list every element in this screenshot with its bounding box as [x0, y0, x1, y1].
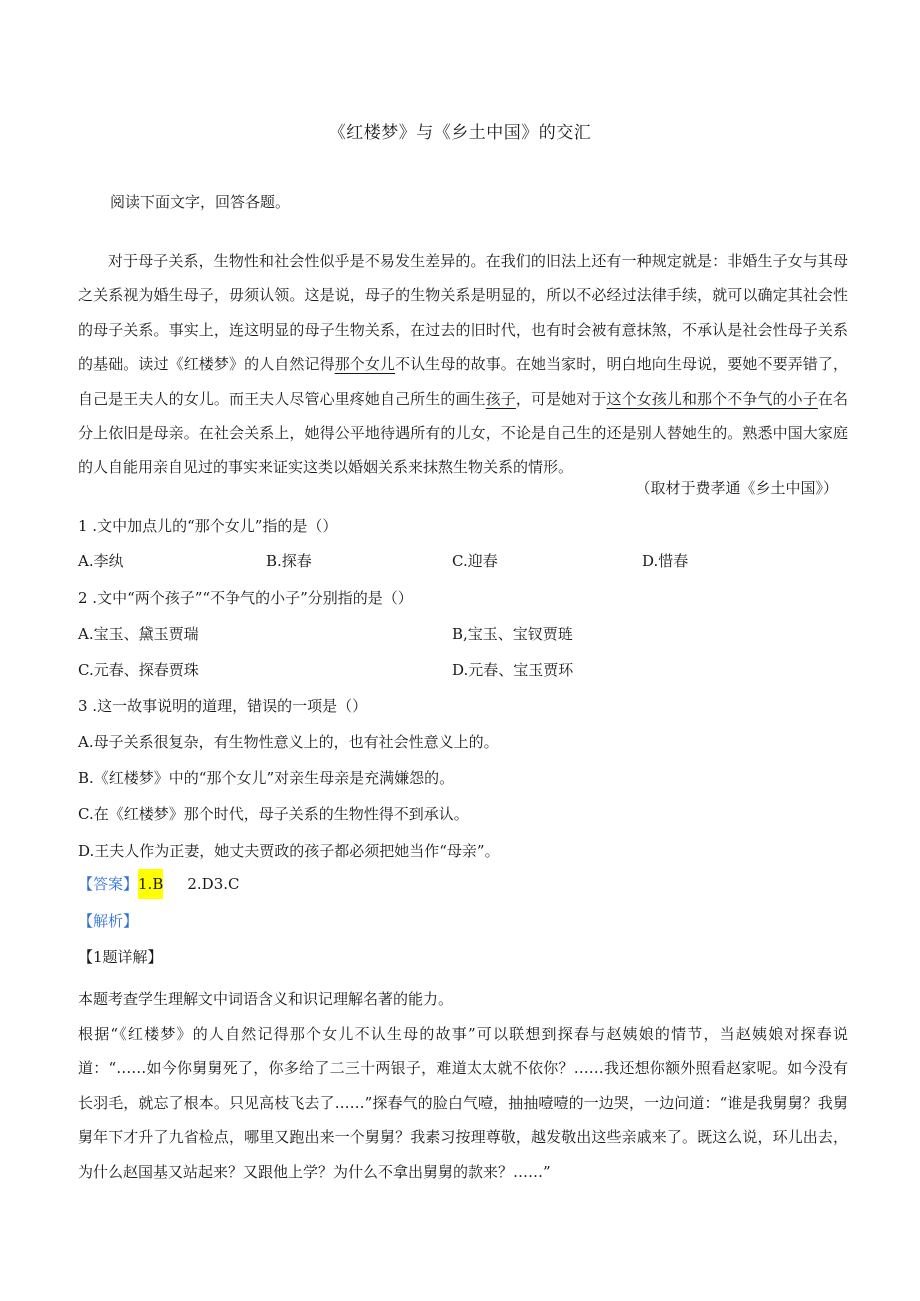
- analysis-tag: 【解析】: [78, 912, 139, 930]
- underlined-girl-and-boy: 这个女孩儿和那个不争气的小子: [606, 389, 818, 408]
- q1-option-a: A.李纨: [78, 552, 124, 570]
- question-1-detail-tag: 【1题详解】: [78, 948, 163, 966]
- passage-text-1: 对于母子关系，生物性和社会性似乎是不易发生差异的。在我们的旧法上还有一种规定就是：非婚生子女与其母之关系视为婚生母子，毋须认领。这是说，母子的生物关系是明显的，所以不必经过法律手续，就可以确定其社会性的母子关系。事实上，连这明显的母子生物关系，在过去的旧时代，也有时会被有意抹煞，不承认是社会性母子关系的基础。读过《红楼梦》的人自然记得: [78, 252, 848, 374]
- q1-option-c: C.迎春: [452, 552, 498, 570]
- q2-option-c: C.元春、探春贾珠: [78, 661, 199, 679]
- question-3-stem: 3 .这一故事说明的道理，错误的一项是（）: [78, 697, 368, 715]
- reading-instruction: 阅读下面文字，回答各题。: [110, 193, 291, 211]
- q3-option-a: A.母子关系很复杂，有生物性意义上的，也有社会性意义上的。: [78, 733, 499, 751]
- analysis-body: [78, 982, 848, 1189]
- answer-tag: 【答案】: [78, 875, 139, 893]
- passage-text-3: ，可是她对于: [515, 389, 607, 408]
- q2-option-a: A.宝玉、黛玉贾瑞: [78, 625, 199, 643]
- passage-paragraph: [78, 244, 848, 485]
- passage-text-4: 在名分上依旧是母亲。在社会关系上，她得公平地待遇所有的儿女，不论是自己生的还是别人替她生的。熟悉中国大家庭的人自能用亲自见过的事实来证实这类以婚姻关系来抹熬生物关系的情形。: [78, 389, 848, 477]
- q1-option-d: D.惜春: [642, 552, 689, 570]
- source-citation: （取材于费孝通《乡土中国》）: [635, 479, 838, 497]
- question-2-stem: 2 .文中“两个孩子”“不争气的小子”分别指的是（）: [78, 589, 413, 607]
- passage: [78, 244, 848, 485]
- q2-option-d: D.元春、宝玉贾环: [452, 661, 574, 679]
- q2-option-b: B,宝玉、宝钗贾琏: [452, 625, 573, 643]
- underlined-child: 孩子: [485, 389, 516, 408]
- answer-1-highlighted: 1.B: [138, 869, 163, 899]
- analysis-paragraph-2: 根据“《红楼梦》的人自然记得那个女儿不认生母的故事”可以联想到探春与赵姨娘的情节，当赵姨娘对探春说道：“……如今你舅舅死了，你多给了二三十两银子，难道太太就不依你？……我还想你额外照看赵家呢。如今没有长羽毛，就忘了根本。只见高枝飞去了……”探春气的脸白气噎，抽抽噎噎的一边哭，一边问道：“谁是我舅舅？我舅舅年下才升了九省检点，哪里又跑出来一个舅舅？我素习按理尊敬，越发敬出这些亲戚来了。既这么说，环儿出去，为什么赵国基又站起来？又跟他上学？为什么不拿出舅舅的款来？……”: [78, 1024, 848, 1181]
- q3-option-c: C.在《红楼梦》那个时代，母子关系的生物性得不到承认。: [78, 805, 469, 823]
- answer-row: [78, 873, 240, 894]
- q1-option-b: B.探春: [266, 552, 312, 570]
- question-1-stem: 1 .文中加点儿的“那个女儿”指的是（）: [78, 517, 338, 535]
- analysis-paragraph-1: 本题考查学生理解文中词语含义和识记理解名著的能力。: [78, 990, 454, 1008]
- answer-2-3: 2.D3.C: [187, 875, 240, 893]
- q3-option-d: D.王夫人作为正妻，她丈夫贾政的孩子都必须把她当作“母亲”。: [78, 842, 500, 860]
- underlined-that-daughter: 那个女儿: [334, 355, 396, 374]
- passage-text-2: 不认生母的故事。在她当家时，明白地向生母说，要她不要弄错了，自己是王夫人的女儿。而王夫人尽管心里疼她自己所生的画生: [78, 355, 848, 408]
- document-title: 《红楼梦》与《乡土中国》的交汇: [328, 123, 592, 143]
- q3-option-b: B.《红楼梦》中的“那个女儿”对亲生母亲是充满嫌怨的。: [78, 769, 455, 787]
